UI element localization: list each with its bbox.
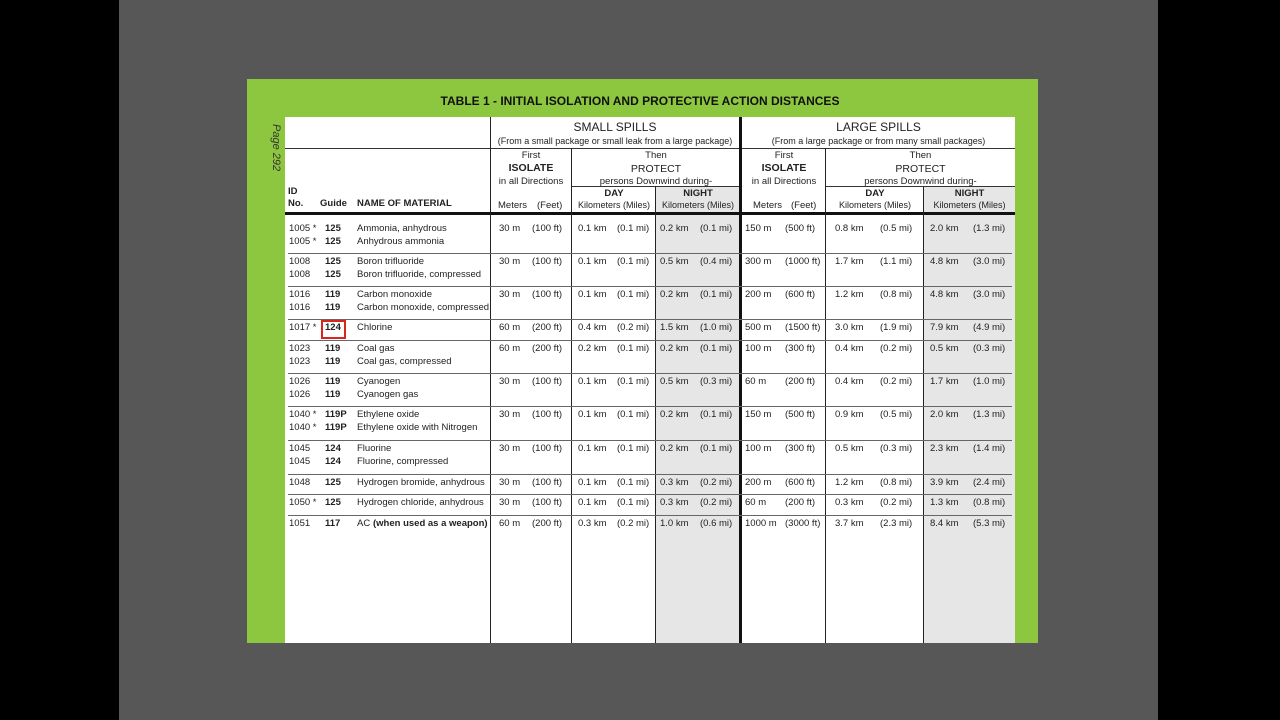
- page-title: TABLE 1 - INITIAL ISOLATION AND PROTECTIVE ACTION DISTANCES: [440, 94, 840, 108]
- small-isolate-ft: (100 ft): [532, 443, 563, 454]
- row-id: 1017 *: [289, 322, 317, 333]
- row-guide: 117: [325, 518, 341, 529]
- small-day-km: 0.1 km: [578, 497, 607, 508]
- row-guide: 125: [325, 236, 341, 247]
- small-night-km: 0.2 km: [660, 409, 689, 420]
- large-downwind: persons Downwind during-: [864, 176, 977, 187]
- large-all-directions: in all Directions: [751, 176, 817, 187]
- small-night-mi: (0.6 mi): [700, 518, 733, 529]
- large-isolate-ft: (500 ft): [785, 409, 816, 420]
- small-day-mi: (0.2 mi): [617, 518, 650, 529]
- small-night-km: 0.3 km: [660, 477, 689, 488]
- large-night-mi: (1.3 mi): [973, 223, 1006, 234]
- small-night-km: 1.5 km: [660, 322, 689, 333]
- row-guide: 125: [325, 269, 341, 280]
- divider-small-day: [655, 186, 656, 643]
- large-isolate-ft: (500 ft): [785, 223, 816, 234]
- large-night-km: 7.9 km: [930, 322, 959, 333]
- small-day-mi: (0.1 mi): [617, 409, 650, 420]
- small-day-km: 0.2 km: [578, 343, 607, 354]
- row-material: Hydrogen chloride, anhydrous: [357, 497, 484, 508]
- small-isolate-m: 30 m: [499, 289, 521, 300]
- row-material: Boron trifluoride: [357, 256, 425, 267]
- large-isolate-ft: (1000 ft): [785, 256, 821, 267]
- row-id: 1051: [289, 518, 311, 529]
- row-divider: [288, 286, 1012, 287]
- small-isolate-ft: (100 ft): [532, 376, 563, 387]
- small-day-km: 0.1 km: [578, 289, 607, 300]
- large-day-header: DAY: [865, 188, 885, 199]
- row-material: Carbon monoxide, compressed: [357, 302, 490, 313]
- row-guide: 119: [325, 376, 341, 387]
- row-material: Cyanogen gas: [357, 389, 419, 400]
- small-day-km: 0.1 km: [578, 256, 607, 267]
- row-material: Cyanogen: [357, 376, 401, 387]
- small-isolate-ft: (100 ft): [532, 497, 563, 508]
- large-isolate-ft: (300 ft): [785, 443, 816, 454]
- row-id: 1026: [289, 376, 311, 387]
- large-isolate-ft: (300 ft): [785, 343, 816, 354]
- large-day-mi: (0.2 mi): [880, 497, 913, 508]
- large-isolate-m: 150 m: [745, 409, 772, 420]
- large-night-km: 4.8 km: [930, 289, 959, 300]
- large-feet: (Feet): [791, 200, 817, 211]
- large-night-km: 2.0 km: [930, 409, 959, 420]
- large-isolate-m: 500 m: [745, 322, 772, 333]
- large-isolate-m: 100 m: [745, 443, 772, 454]
- small-day-km: 0.3 km: [578, 518, 607, 529]
- small-day-mi: (0.1 mi): [617, 223, 650, 234]
- small-feet: (Feet): [537, 200, 563, 211]
- row-material: Ethylene oxide: [357, 409, 420, 420]
- small-night-mi: (0.2 mi): [700, 497, 733, 508]
- small-meters: Meters: [498, 200, 528, 211]
- large-day-km: 1.7 km: [835, 256, 864, 267]
- large-night-km: 1.3 km: [930, 497, 959, 508]
- large-night-km: 8.4 km: [930, 518, 959, 529]
- large-day-mi: (1.9 mi): [880, 322, 913, 333]
- row-material: Ethylene oxide with Nitrogen: [357, 422, 478, 433]
- row-id: 1048: [289, 477, 311, 488]
- row-material: Ammonia, anhydrous: [357, 223, 447, 234]
- row-id: 1016: [289, 302, 311, 313]
- large-night-mi: (1.3 mi): [973, 409, 1006, 420]
- small-night-km: 0.5 km: [660, 256, 689, 267]
- large-night-mi: (5.3 mi): [973, 518, 1006, 529]
- large-isolate-m: 60 m: [745, 497, 767, 508]
- large-night-mi: (0.3 mi): [973, 343, 1006, 354]
- large-isolate-m: 60 m: [745, 376, 767, 387]
- large-night-km: 4.8 km: [930, 256, 959, 267]
- small-protect: PROTECT: [630, 163, 682, 175]
- row-divider: [288, 340, 1012, 341]
- small-first: First: [521, 150, 541, 161]
- small-isolate-ft: (200 ft): [532, 322, 563, 333]
- divider-large-day: [923, 186, 924, 643]
- small-night-mi: (0.3 mi): [700, 376, 733, 387]
- large-day-mi: (0.3 mi): [880, 443, 913, 454]
- large-isolate-m: 1000 m: [745, 518, 777, 529]
- row-guide: 119: [325, 356, 341, 367]
- small-night-km: 1.0 km: [660, 518, 689, 529]
- large-spills-note: (From a large package or from many small packages): [771, 136, 986, 146]
- row-guide: 125: [325, 256, 341, 267]
- row-id: 1040 *: [289, 422, 317, 433]
- row-guide: 119: [325, 389, 341, 400]
- large-day-km: 3.0 km: [835, 322, 864, 333]
- large-day-km: 0.4 km: [835, 343, 864, 354]
- small-day-mi: (0.1 mi): [617, 256, 650, 267]
- small-day-mi: (0.1 mi): [617, 497, 650, 508]
- row-divider: [288, 373, 1012, 374]
- large-isolate-m: 200 m: [745, 477, 772, 488]
- row-id: 1008: [289, 256, 311, 267]
- page-number: Page 292: [270, 124, 282, 172]
- small-night-km: 0.3 km: [660, 497, 689, 508]
- divider-small-isolate: [571, 148, 572, 643]
- small-isolate-m: 30 m: [499, 409, 521, 420]
- large-night-mi: (3.0 mi): [973, 289, 1006, 300]
- row-material: Coal gas: [357, 343, 395, 354]
- large-isolate-ft: (1500 ft): [785, 322, 821, 333]
- small-isolate-ft: (100 ft): [532, 289, 563, 300]
- row-material: AC: [357, 518, 371, 529]
- large-night-km: 2.3 km: [930, 443, 959, 454]
- small-isolate-ft: (200 ft): [532, 343, 563, 354]
- small-isolate-m: 30 m: [499, 223, 521, 234]
- large-night-mi: (1.4 mi): [973, 443, 1006, 454]
- guide-header: Guide: [320, 198, 347, 209]
- large-isolate-m: 200 m: [745, 289, 772, 300]
- large-isolate-m: 300 m: [745, 256, 772, 267]
- row-divider: [288, 406, 1012, 407]
- row-guide: 124: [325, 443, 341, 454]
- large-night-mi: (4.9 mi): [973, 322, 1006, 333]
- large-day-km: 1.2 km: [835, 477, 864, 488]
- row-material: Chlorine: [357, 322, 393, 333]
- large-spills-header: LARGE SPILLS: [836, 120, 921, 134]
- small-downwind: persons Downwind during-: [599, 176, 713, 187]
- large-day-mi: (0.5 mi): [880, 223, 913, 234]
- large-night-km: 0.5 km: [930, 343, 959, 354]
- small-day-mi: (0.1 mi): [617, 289, 650, 300]
- row-divider: [288, 494, 1012, 495]
- large-night-km: 3.9 km: [930, 477, 959, 488]
- row-id: 1005 *: [289, 236, 317, 247]
- large-day-mi: (0.2 mi): [880, 343, 913, 354]
- small-isolate-ft: (100 ft): [532, 256, 563, 267]
- large-night-mi: (1.0 mi): [973, 376, 1006, 387]
- large-day-km: 0.3 km: [835, 497, 864, 508]
- row-material: Carbon monoxide: [357, 289, 432, 300]
- large-day-km: 3.7 km: [835, 518, 864, 529]
- large-day-km: 0.9 km: [835, 409, 864, 420]
- small-day-header: DAY: [604, 188, 624, 199]
- row-material: Boron trifluoride, compressed: [357, 269, 482, 280]
- small-isolate-ft: (100 ft): [532, 477, 563, 488]
- row-guide: 119: [325, 302, 341, 313]
- row-id: 1023: [289, 356, 311, 367]
- small-night-mi: (0.4 mi): [700, 256, 733, 267]
- large-isolate: ISOLATE: [761, 162, 807, 174]
- small-isolate: ISOLATE: [508, 162, 554, 174]
- small-spills-note: (From a small package or small leak from a large package): [497, 136, 733, 146]
- small-night-km: 0.2 km: [660, 289, 689, 300]
- row-guide: 124: [325, 456, 341, 467]
- large-isolate-ft: (200 ft): [785, 497, 816, 508]
- small-day-km: 0.4 km: [578, 322, 607, 333]
- small-night-mi: (0.1 mi): [700, 289, 733, 300]
- row-guide: 125: [325, 477, 341, 488]
- row-material-suffix: (when used as a weapon): [373, 518, 488, 529]
- small-night-mi: (0.1 mi): [700, 343, 733, 354]
- highlight-box: [321, 320, 346, 339]
- small-isolate-m: 60 m: [499, 343, 521, 354]
- large-night-mi: (0.8 mi): [973, 497, 1006, 508]
- small-then: Then: [645, 150, 667, 161]
- large-isolate-m: 150 m: [745, 223, 772, 234]
- small-isolate-m: 30 m: [499, 256, 521, 267]
- small-night-mi: (0.1 mi): [700, 223, 733, 234]
- row-guide: 119: [325, 343, 341, 354]
- small-day-mi: (0.1 mi): [617, 343, 650, 354]
- small-day-mi: (0.1 mi): [617, 443, 650, 454]
- large-isolate-ft: (3000 ft): [785, 518, 821, 529]
- small-all-directions: in all Directions: [498, 176, 564, 187]
- small-night-mi: (1.0 mi): [700, 322, 733, 333]
- small-isolate-m: 30 m: [499, 477, 521, 488]
- small-day-km: 0.1 km: [578, 477, 607, 488]
- small-day-units: Kilometers (Miles): [577, 200, 650, 210]
- large-day-km: 0.5 km: [835, 443, 864, 454]
- header-bottom-line: [285, 212, 1015, 215]
- row-divider: [288, 319, 1012, 320]
- small-night-km: 0.2 km: [660, 443, 689, 454]
- row-id: 1040 *: [289, 409, 317, 420]
- large-night-km: 1.7 km: [930, 376, 959, 387]
- row-id: 1023: [289, 343, 311, 354]
- small-day-mi: (0.2 mi): [617, 322, 650, 333]
- large-then: Then: [909, 150, 932, 161]
- row-id: 1026: [289, 389, 311, 400]
- small-isolate-ft: (100 ft): [532, 409, 563, 420]
- row-material: Fluorine: [357, 443, 392, 454]
- small-isolate-ft: (100 ft): [532, 223, 563, 234]
- row-guide: 125: [325, 497, 341, 508]
- large-day-km: 1.2 km: [835, 289, 864, 300]
- large-day-mi: (2.3 mi): [880, 518, 913, 529]
- small-day-km: 0.1 km: [578, 223, 607, 234]
- large-night-mi: (3.0 mi): [973, 256, 1006, 267]
- row-material: Anhydrous ammonia: [357, 236, 445, 247]
- small-day-km: 0.1 km: [578, 443, 607, 454]
- small-night-km: 0.2 km: [660, 223, 689, 234]
- divider-material: [490, 117, 491, 643]
- small-isolate-ft: (200 ft): [532, 518, 563, 529]
- row-guide: 124: [325, 322, 341, 333]
- large-meters: Meters: [753, 200, 783, 211]
- divider-large-isolate: [825, 148, 826, 643]
- material-header: NAME OF MATERIAL: [357, 198, 452, 209]
- row-id: 1045: [289, 456, 311, 467]
- row-guide: 119P: [325, 422, 347, 433]
- small-isolate-m: 30 m: [499, 443, 521, 454]
- row-guide: 125: [325, 223, 341, 234]
- row-divider: [288, 253, 1012, 254]
- row-guide: 119: [325, 289, 341, 300]
- no-header: No.: [288, 198, 304, 209]
- small-spills-header: SMALL SPILLS: [573, 120, 657, 134]
- large-day-mi: (0.2 mi): [880, 376, 913, 387]
- large-night-units: Kilometers (Miles): [933, 200, 1006, 210]
- row-divider: [288, 515, 1012, 516]
- large-night-header: NIGHT: [954, 188, 985, 199]
- small-isolate-m: 60 m: [499, 322, 521, 333]
- large-protect: PROTECT: [895, 163, 946, 175]
- small-day-km: 0.1 km: [578, 409, 607, 420]
- header-top-line: [285, 148, 1015, 149]
- large-day-mi: (1.1 mi): [880, 256, 913, 267]
- row-id: 1005 *: [289, 223, 317, 234]
- large-day-mi: (0.5 mi): [880, 409, 913, 420]
- large-night-mi: (2.4 mi): [973, 477, 1006, 488]
- small-isolate-m: 60 m: [499, 518, 521, 529]
- id-header: ID: [288, 186, 298, 197]
- large-isolate-ft: (600 ft): [785, 289, 816, 300]
- row-material: Hydrogen bromide, anhydrous: [357, 477, 485, 488]
- row-divider: [288, 474, 1012, 475]
- large-first: First: [774, 150, 794, 161]
- row-id: 1045: [289, 443, 311, 454]
- small-night-km: 0.5 km: [660, 376, 689, 387]
- row-divider: [288, 440, 1012, 441]
- row-id: 1008: [289, 269, 311, 280]
- large-day-km: 0.4 km: [835, 376, 864, 387]
- large-day-km: 0.8 km: [835, 223, 864, 234]
- large-day-units: Kilometers (Miles): [838, 200, 911, 210]
- small-night-mi: (0.2 mi): [700, 477, 733, 488]
- large-isolate-m: 100 m: [745, 343, 772, 354]
- large-isolate-ft: (600 ft): [785, 477, 816, 488]
- small-night-mi: (0.1 mi): [700, 409, 733, 420]
- large-isolate-ft: (200 ft): [785, 376, 816, 387]
- small-night-mi: (0.1 mi): [700, 443, 733, 454]
- small-night-header: NIGHT: [683, 188, 713, 199]
- small-isolate-m: 30 m: [499, 497, 521, 508]
- row-id: 1050 *: [289, 497, 317, 508]
- row-material: Fluorine, compressed: [357, 456, 449, 467]
- small-night-km: 0.2 km: [660, 343, 689, 354]
- large-day-mi: (0.8 mi): [880, 289, 913, 300]
- large-night-km: 2.0 km: [930, 223, 959, 234]
- small-day-mi: (0.1 mi): [617, 376, 650, 387]
- small-day-km: 0.1 km: [578, 376, 607, 387]
- small-isolate-m: 30 m: [499, 376, 521, 387]
- small-night-units: Kilometers (Miles): [661, 200, 734, 210]
- row-material: Coal gas, compressed: [357, 356, 452, 367]
- row-id: 1016: [289, 289, 311, 300]
- small-day-mi: (0.1 mi): [617, 477, 650, 488]
- large-day-mi: (0.8 mi): [880, 477, 913, 488]
- row-guide: 119P: [325, 409, 347, 420]
